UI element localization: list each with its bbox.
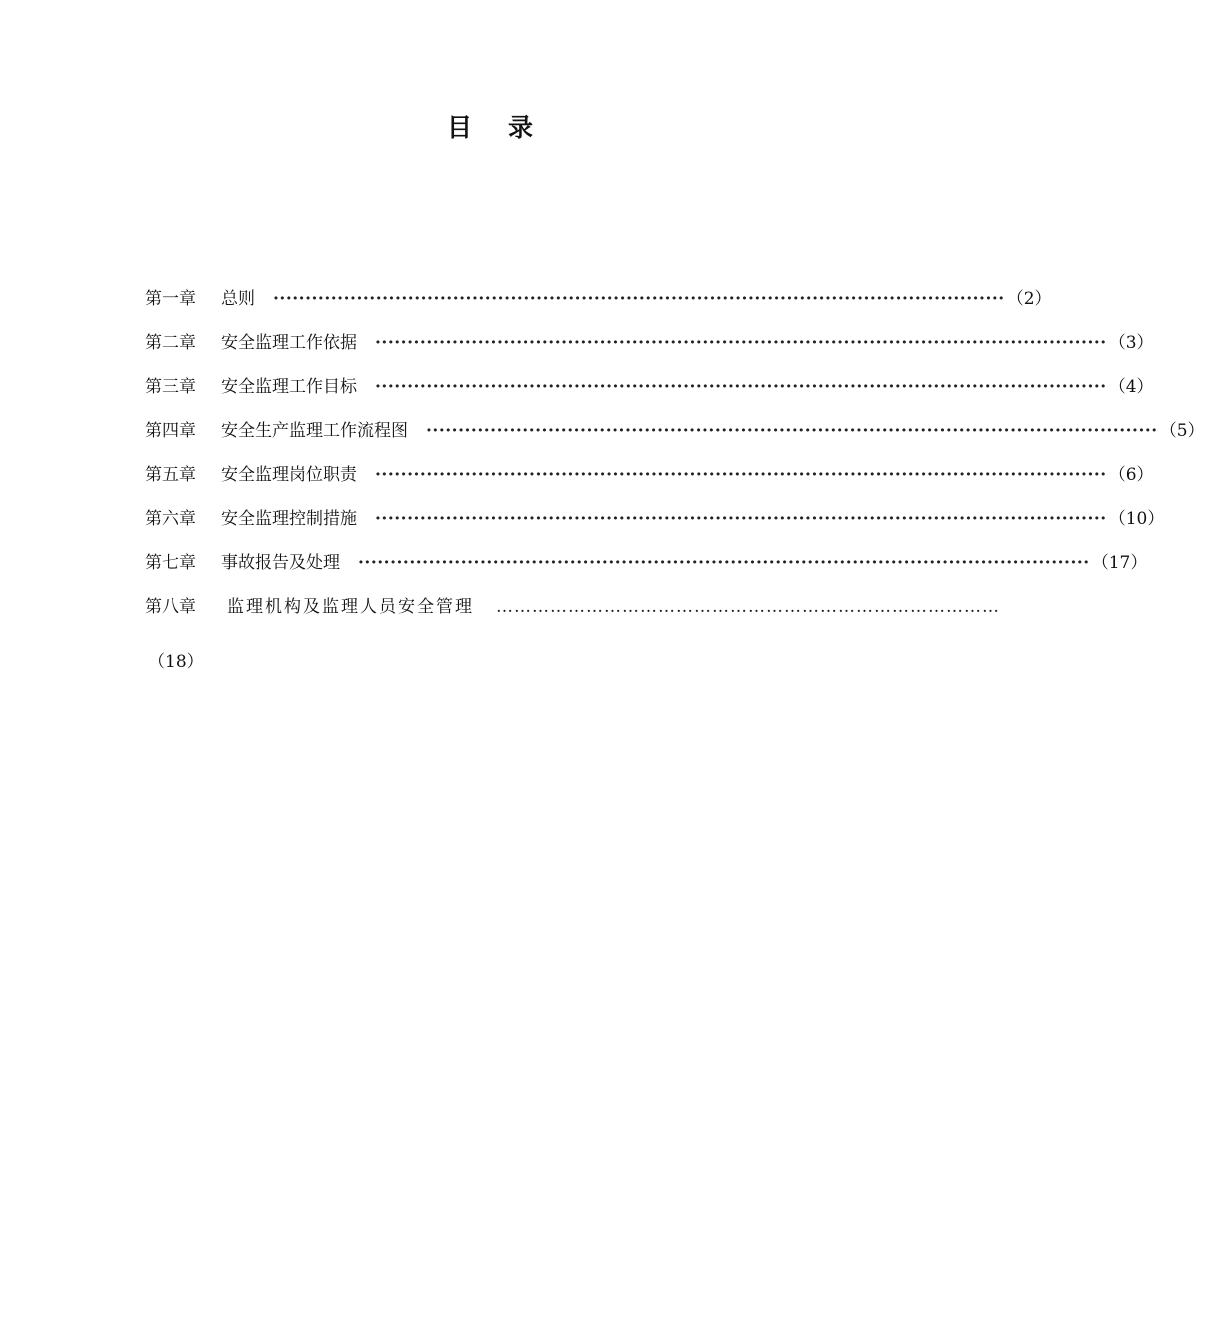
toc-entry[interactable] xyxy=(145,592,1000,636)
toc-entry[interactable] xyxy=(145,548,1148,592)
toc-chapter-title: 事故报告及处理 xyxy=(221,553,340,573)
toc-page-number: （5） xyxy=(1159,421,1205,441)
toc-leader-dots: ·················································································································· xyxy=(375,377,1107,397)
toc-chapter-title: 安全监理岗位职责 xyxy=(221,465,357,485)
toc-chapter-title: 安全监理工作依据 xyxy=(221,333,357,353)
table-of-contents xyxy=(145,284,1205,636)
toc-chapter-number: 第五章 xyxy=(145,465,196,485)
toc-chapter-number: 第八章 xyxy=(145,597,196,617)
toc-entry[interactable] xyxy=(145,284,1052,328)
toc-chapter-number: 第三章 xyxy=(145,377,196,397)
toc-chapter-title: 安全监理工作目标 xyxy=(221,377,357,397)
toc-page-number: （10） xyxy=(1108,509,1165,529)
toc-chapter-title: 监理机构及监理人员安全管理 xyxy=(227,597,474,617)
toc-leader-ellipsis: ………………………………………………………………………… xyxy=(496,597,1000,617)
title-char-1: 目 xyxy=(446,113,474,142)
toc-chapter-number: 第四章 xyxy=(145,421,196,441)
toc-entry[interactable] xyxy=(145,416,1205,460)
toc-leader-dots: ·················································································································· xyxy=(375,509,1107,529)
toc-page-number: （6） xyxy=(1108,465,1154,485)
toc-page-number: （3） xyxy=(1108,333,1154,353)
page-title xyxy=(0,108,982,144)
toc-page-number: （4） xyxy=(1108,377,1154,397)
toc-page-number: （17） xyxy=(1091,553,1148,573)
toc-chapter-title: 安全监理控制措施 xyxy=(221,509,357,529)
toc-chapter-number: 第七章 xyxy=(145,553,196,573)
toc-chapter-title: 安全生产监理工作流程图 xyxy=(221,421,408,441)
title-char-2: 录 xyxy=(508,113,536,142)
toc-leader-dots: ·················································································································· xyxy=(358,553,1090,573)
toc-leader-dots: ·················································································································· xyxy=(375,465,1107,485)
toc-page-number-wrapped: （18） xyxy=(148,652,204,672)
toc-entry[interactable] xyxy=(145,372,1154,416)
toc-chapter-number: 第六章 xyxy=(145,509,196,529)
toc-chapter-title: 总则 xyxy=(221,289,255,309)
toc-leader-dots: ·················································································································· xyxy=(426,421,1158,441)
toc-entry[interactable] xyxy=(145,460,1154,504)
toc-leader-dots: ·················································································································· xyxy=(375,333,1107,353)
toc-chapter-number: 第一章 xyxy=(145,289,196,309)
toc-entry[interactable] xyxy=(145,328,1154,372)
toc-leader-dots: ·················································································································· xyxy=(273,289,1005,309)
toc-chapter-number: 第二章 xyxy=(145,333,196,353)
toc-page-number: （2） xyxy=(1006,289,1052,309)
toc-entry[interactable] xyxy=(145,504,1165,548)
